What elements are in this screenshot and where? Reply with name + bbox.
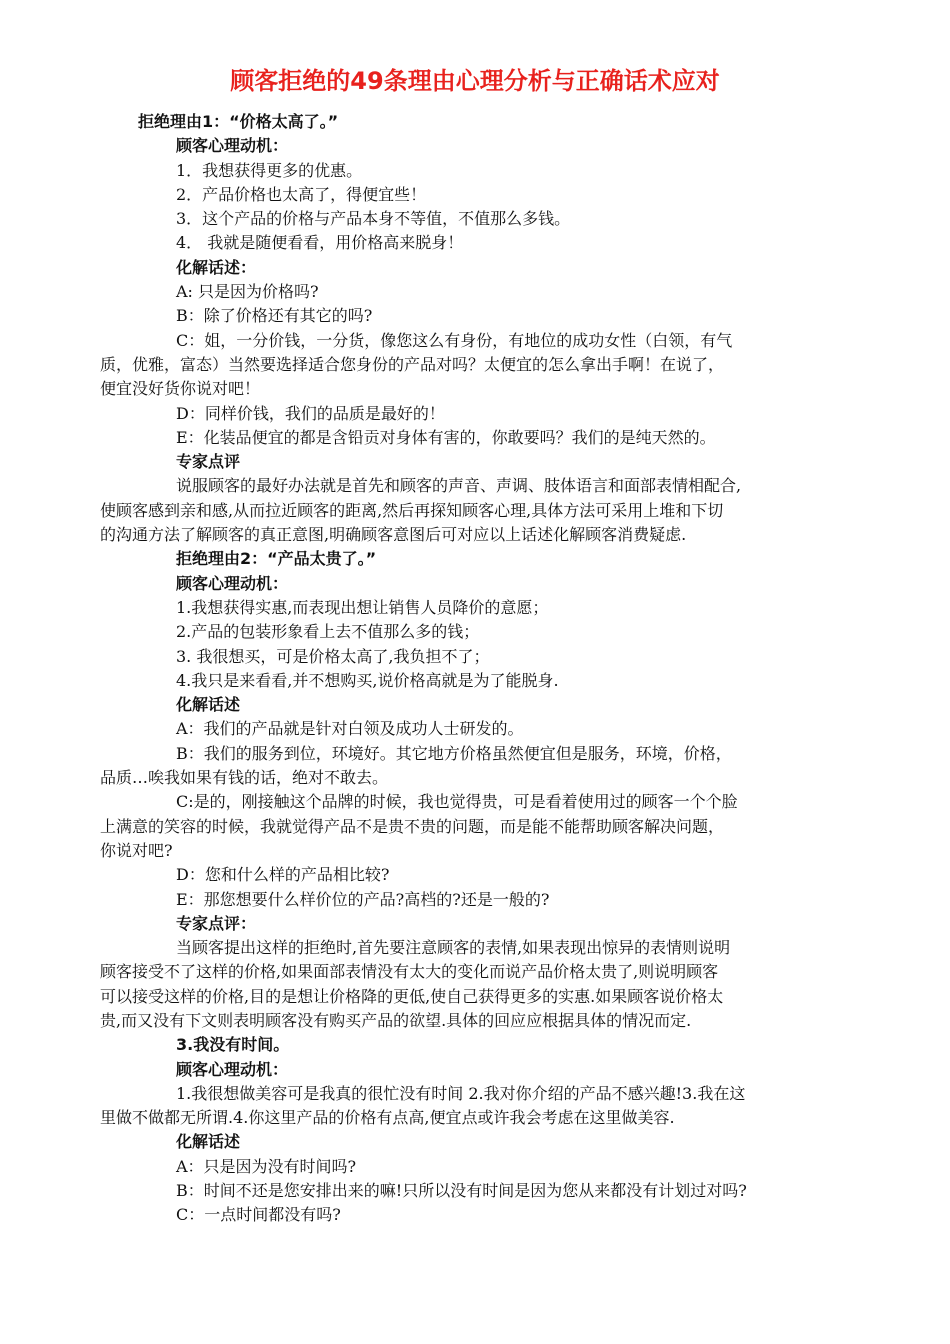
text-line: E：化装品便宜的都是含铅贡对身体有害的，你敢要吗？我们的是纯天然的。 (176, 427, 716, 447)
text-line: A：只是因为没有时间吗? (176, 1156, 357, 1176)
text-line: B：我们的服务到位，环境好。其它地方价格虽然便宜但是服务，环境，价格， (176, 743, 732, 763)
section-heading: 拒绝理由2：“产品太贵了。” (176, 549, 377, 569)
text-line: 2.产品的包装形象看上去不值那么多的钱； (176, 622, 480, 642)
text-line: B：时间不还是您安排出来的嘛!只所以没有时间是因为您从来都没有计划过对吗? (176, 1181, 747, 1201)
text-line: B：除了价格还有其它的吗? (176, 306, 373, 326)
section-heading: 顾客心理动机： (176, 1059, 289, 1079)
text-line: E：那您想要什么样价位的产品?高档的?还是一般的? (176, 889, 550, 909)
text-line: 4． 我就是随便看看，用价格高来脱身！ (176, 233, 464, 253)
text-line: 使顾客感到亲和感,从而拉近顾客的距离,然后再探知顾客心理,具体方法可采用上堆和下切 (100, 500, 724, 520)
text-line: 便宜没好货你说对吧！ (100, 379, 261, 399)
section-heading: 专家点评： (176, 913, 257, 933)
text-line: 质，优雅，富态）当然要选择适合您身份的产品对吗？太便宜的怎么拿出手啊！在说了， (100, 354, 725, 374)
text-line: 品质…唉我如果有钱的话，绝对不敢去。 (100, 768, 389, 788)
text-line: D：您和什么样的产品相比较? (176, 865, 390, 885)
text-line: 1．我想获得更多的优惠。 (176, 160, 363, 180)
text-line: C：姐，一分价钱，一分货，像您这么有身份，有地位的成功女性（白领，有气 (176, 330, 733, 350)
document-title: 顾客拒绝的49条理由心理分析与正确话术应对 (230, 67, 720, 95)
text-line: 贵,而又没有下文则表明顾客没有购买产品的欲望.具体的回应应根据具体的情况而定. (100, 1010, 692, 1030)
section-heading: 顾客心理动机： (176, 573, 289, 593)
document-body (100, 110, 856, 1228)
text-line: A：我们的产品就是针对白领及成功人士研发的。 (176, 719, 524, 739)
text-line: 说服顾客的最好办法就是首先和顾客的声音、声调、肢体语言和面部表情相配合, (176, 476, 742, 496)
text-line: 可以接受这样的价格,目的是想让价格降的更低,使自己获得更多的实惠.如果顾客说价格太 (100, 986, 724, 1006)
text-line: 3．这个产品的价格与产品本身不等值，不值那么多钱。 (176, 209, 571, 229)
section-heading: 顾客心理动机： (176, 136, 289, 156)
section-heading: 化解话述 (176, 1132, 241, 1152)
section-heading: 3.我没有时间。 (176, 1035, 290, 1055)
text-line: 当顾客提出这样的拒绝时,首先要注意顾客的表情,如果表现出惊异的表情则说明 (176, 938, 731, 958)
text-line: C:是的，刚接触这个品牌的时候，我也觉得贵，可是看着使用过的顾客一个个脸 (176, 792, 738, 812)
section-heading: 化解话述 (176, 695, 241, 715)
text-line: 的沟通方法了解顾客的真正意图,明确顾客意图后可对应以上话述化解顾客消费疑虑. (100, 525, 687, 545)
text-line: D：同样价钱，我们的品质是最好的！ (176, 403, 445, 423)
section-heading: 化解话述： (176, 257, 257, 277)
text-line: 你说对吧? (100, 840, 173, 860)
text-line: 里做不做都无所谓.4.你这里产品的价格有点高,便宜点或许我会考虑在这里做美容. (100, 1108, 675, 1128)
text-line: 4.我只是来看看,并不想购买,说价格高就是为了能脱身. (176, 670, 559, 690)
section-heading: 拒绝理由1：“价格太高了。” (138, 112, 339, 131)
text-line: 上满意的笑容的时候，我就觉得产品不是贵不贵的问题，而是能不能帮助顾客解决问题， (100, 816, 725, 836)
text-line: 3. 我很想买，可是价格太高了,我负担不了； (176, 646, 490, 666)
section-heading: 专家点评 (176, 452, 241, 472)
text-line: C：一点时间都没有吗? (176, 1205, 341, 1225)
text-line: 2．产品价格也太高了，得便宜些！ (176, 184, 427, 204)
text-line: 1.我想获得实惠,而表现出想让销售人员降价的意愿； (176, 597, 549, 617)
text-line: 顾客接受不了这样的价格,如果面部表情没有太大的变化而说产品价格太贵了,则说明顾客 (100, 962, 719, 982)
text-line: A: 只是因为价格吗? (176, 282, 319, 302)
text-line: 1.我很想做美容可是我真的很忙没有时间 2.我对你介绍的产品不感兴趣!3.我在这 (176, 1083, 746, 1103)
